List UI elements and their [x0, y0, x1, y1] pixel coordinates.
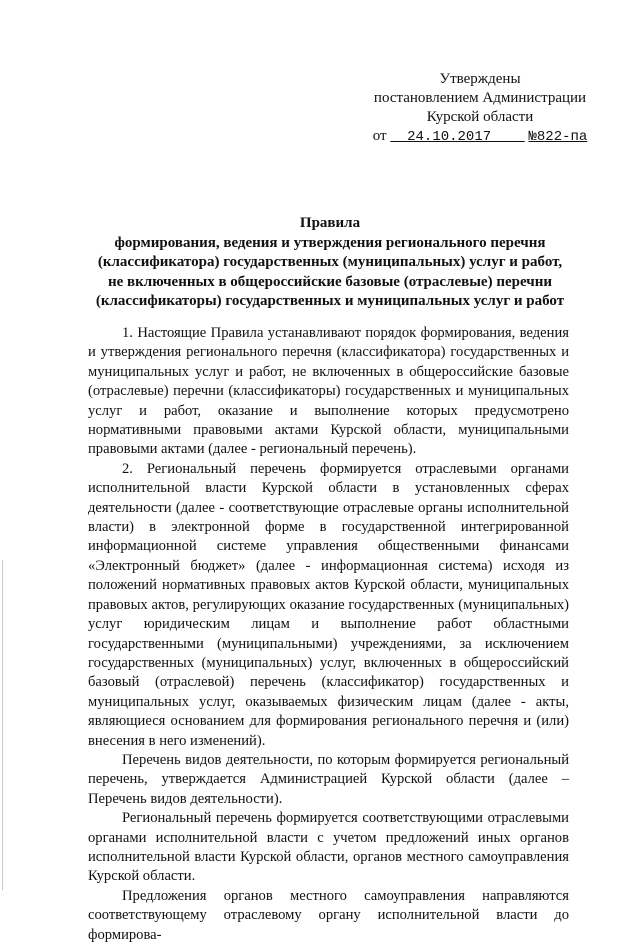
- title-line-5: (классификаторы) государственных и муниципальных услуг и работ: [95, 293, 565, 309]
- stamp-date: 24.10.2017: [407, 129, 492, 145]
- paragraph-4: Региональный перечень формируется соответствующими отраслевыми органами исполнительной власти с учетом предложений иных органов исполнительной власти Курской области, органов местного самоуправления Курской области.: [88, 810, 569, 885]
- document-body: [88, 324, 569, 945]
- paragraph-2: 2. Региональный перечень формируется отраслевыми органами исполнительной власти Курской области в установленных сферах деятельности (далее - соответствующие отраслевые органы исполнительной власти) в электронной форме в государственной интегрированной информационной системе управления общественными финансами «Электронный бюджет» (далее - информационная система) исходя из положений нормативных правовых актов Курской области, муниципальных правовых актов, регулирующих оказание государственных (муниципальных) услуг юридическим лицам и выполнение работ областными государственными (муниципальными) учреждениями, за исключением государственных (муниципальных) услуг, включенных в общероссийский базовый (отраслевой) перечень (классификатор) государственных и муниципальных услуг, оказываемых физическим лицам (далее - акты, являющиеся основанием для формирования регионального перечня и (или) внесения в него изменений).: [88, 460, 569, 749]
- approval-stamp: [360, 70, 600, 147]
- stamp-number: №822-па: [528, 129, 588, 145]
- paragraph-3: Перечень видов деятельности, по которым формируется региональный перечень, утверждается Администрацией Курской области (далее – Перечень видов деятельности).: [88, 751, 569, 807]
- scan-margin-line: [2, 560, 3, 890]
- paragraph-1: 1. Настоящие Правила устанавливают порядок формирования, ведения и утверждения регионального перечня (классификатора) государственных и муниципальных услуг и работ, не включенных в общероссийские базовые (отраслевые) перечни (классификаторы) государственных и муниципальных услуг и работ, оказание и выполнение которых предусмотрено нормативными правовыми актами Курской области, муниципальными правовыми актами (далее - региональный перечень).: [88, 325, 569, 458]
- paragraph-5: Предложения органов местного самоуправления направляются соответствующему отраслевому органу исполнительной власти до формирова-: [88, 887, 569, 943]
- title-line-1: Правила: [299, 215, 361, 231]
- stamp-date-line: [360, 127, 600, 147]
- stamp-region-line: Курской области: [426, 109, 534, 125]
- title-line-2: формирования, ведения и утверждения регионального перечня: [114, 234, 546, 251]
- document-title: [80, 214, 580, 312]
- stamp-resolution-line: постановлением Администрации: [373, 90, 587, 106]
- stamp-date-prefix: от: [372, 128, 387, 144]
- title-line-4: не включенных в общероссийские базовые (отраслевые) перечни: [107, 273, 553, 290]
- title-line-3: (классификатора) государственных (муниципальных) услуг и работ,: [97, 254, 563, 270]
- stamp-approved-line: Утверждены: [439, 71, 521, 87]
